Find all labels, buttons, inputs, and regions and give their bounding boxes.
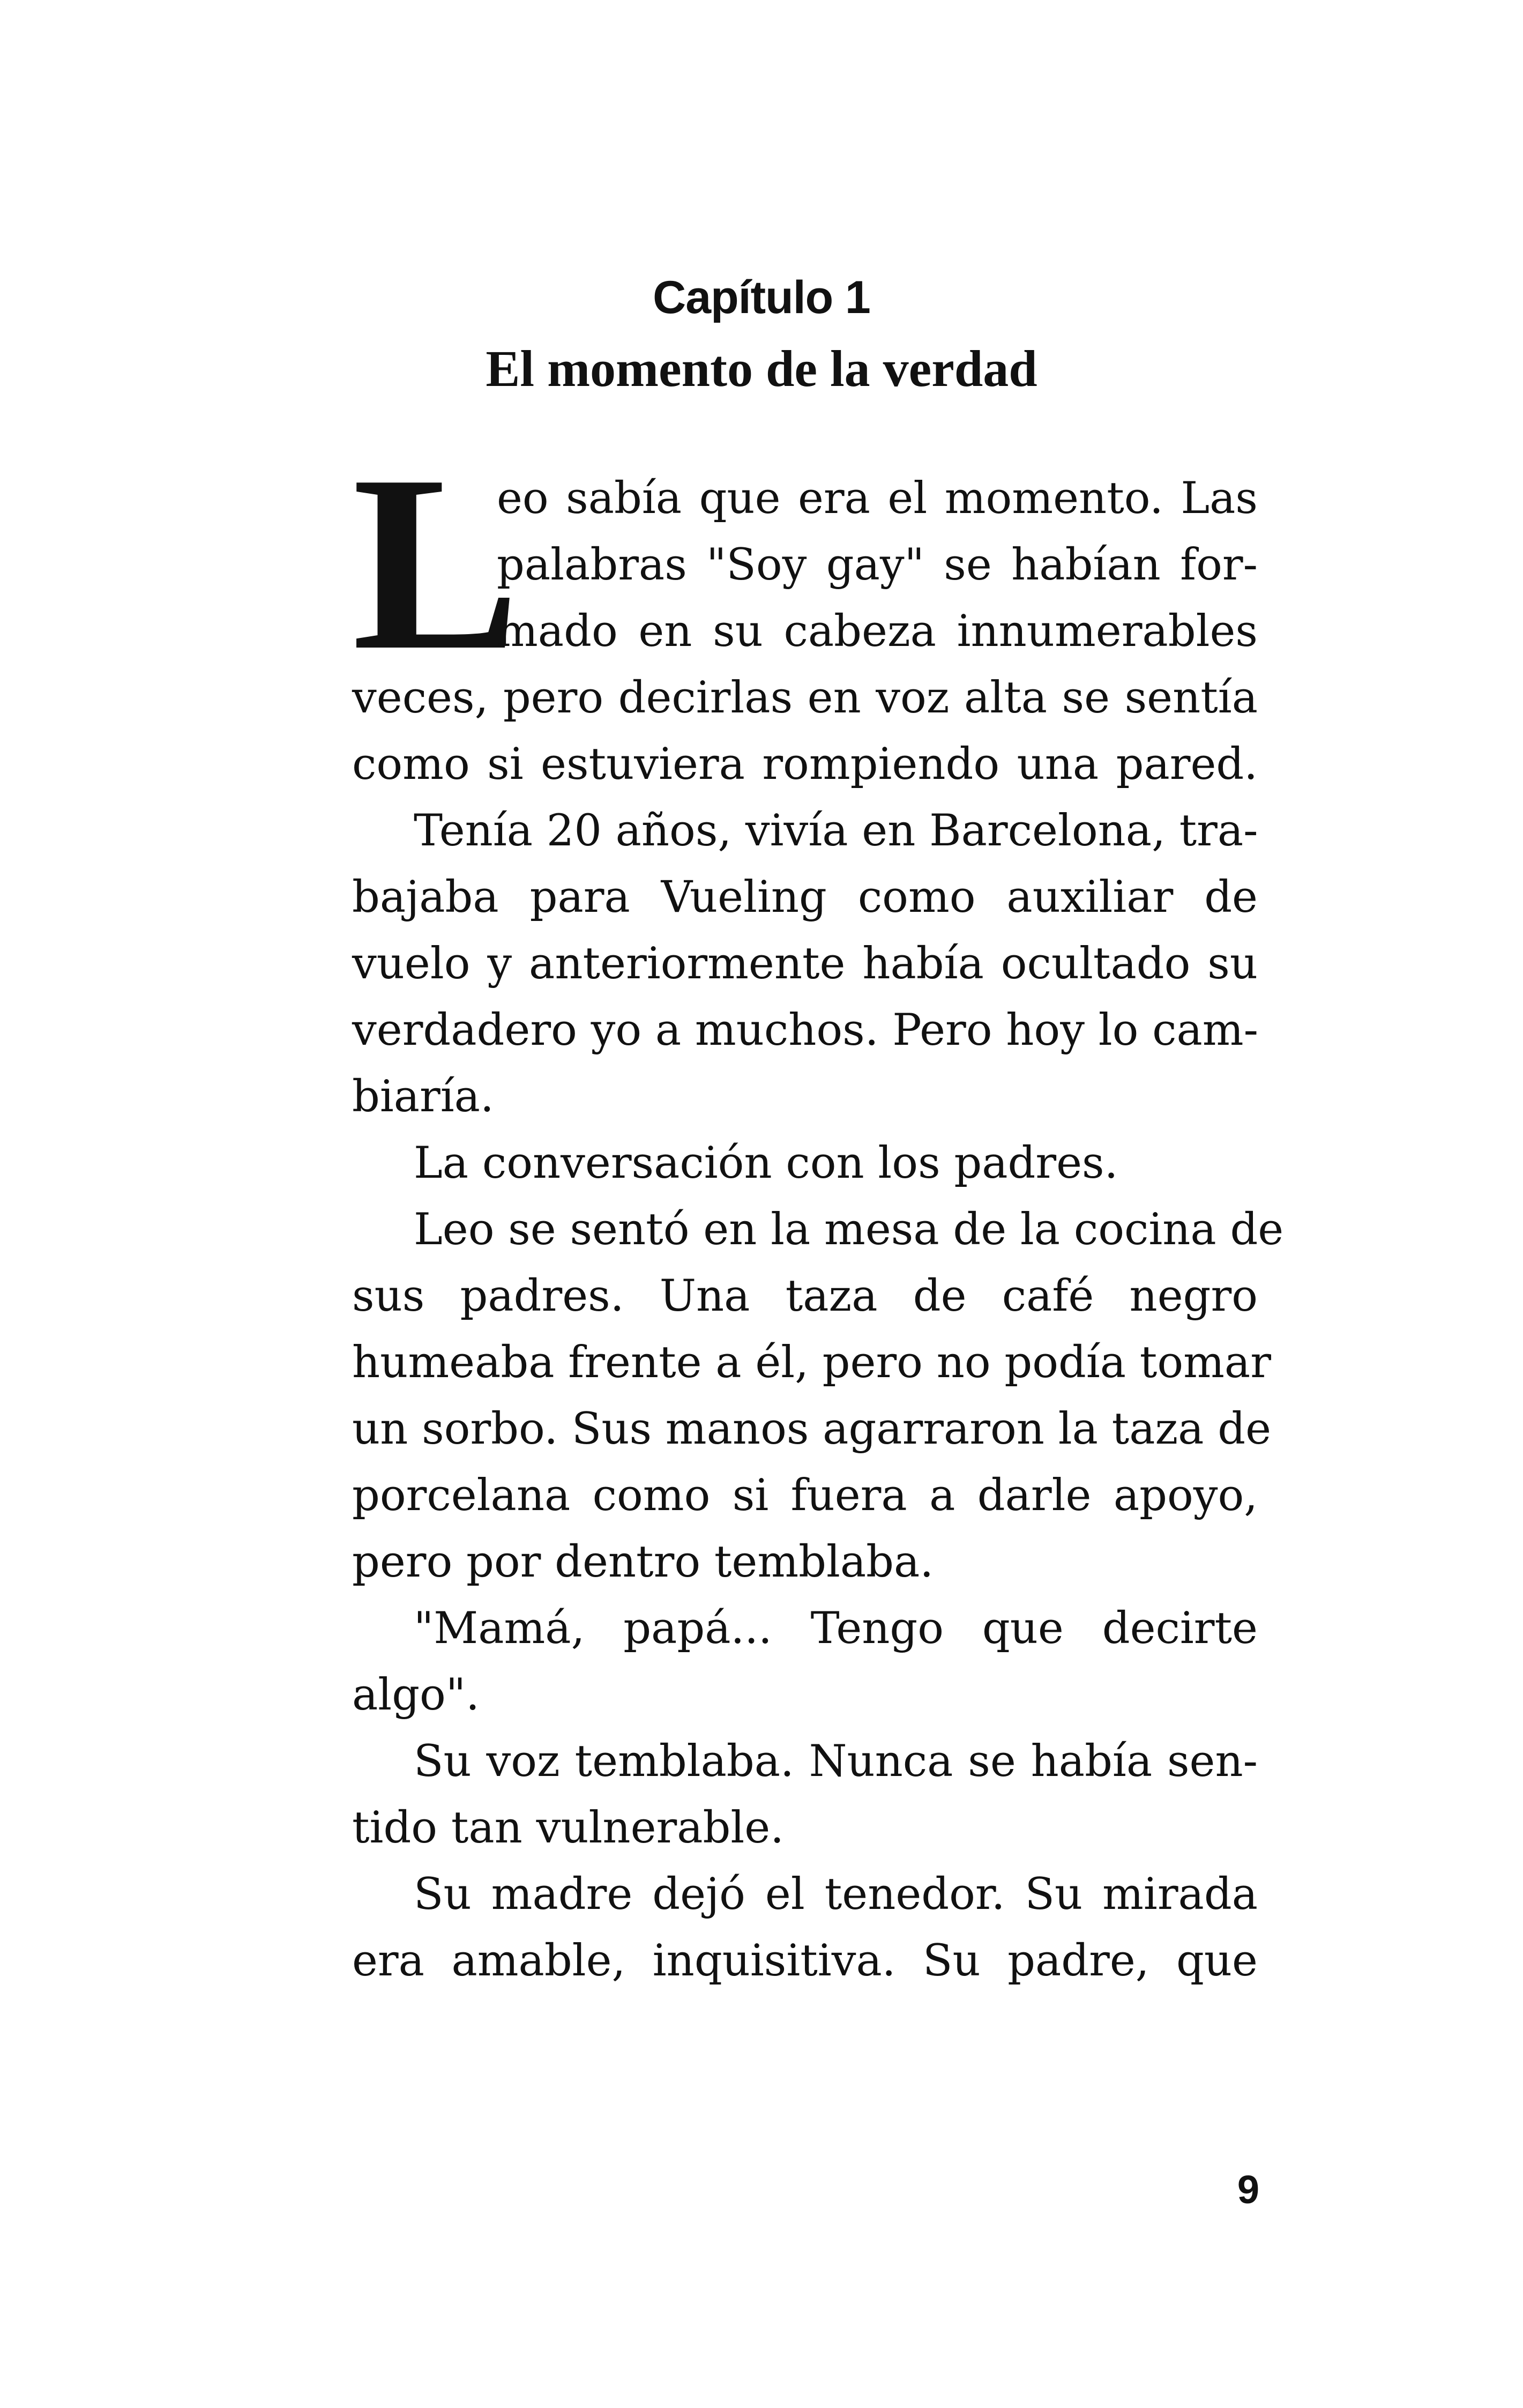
text-line: La conversación con los padres. (414, 1138, 1118, 1188)
chapter-body (352, 423, 1284, 1994)
chapter-title: El momento de la verdad (486, 340, 1037, 397)
text-line: Su voz temblaba. Nunca se había sen- (414, 1736, 1258, 1787)
text-line: tido tan vulnerable. (352, 1803, 784, 1853)
text-line: era amable, inquisitiva. Su padre, que (352, 1936, 1258, 1986)
text-line: biaría. (352, 1072, 494, 1122)
text-line: eo sabía que era el momento. Las (497, 473, 1258, 524)
text-line: verdadero yo a muchos. Pero hoy lo cam- (352, 1005, 1258, 1056)
text-line: humeaba frente a él, pero no podía tomar (352, 1337, 1271, 1388)
chapter-label: Capítulo 1 (653, 272, 870, 323)
text-line: Tenía 20 años, vivía en Barcelona, tra- (414, 806, 1258, 856)
text-line: vuelo y anteriormente había ocultado su (352, 939, 1258, 989)
text-line: veces, pero decirlas en voz alta se sentía (352, 673, 1258, 723)
drop-cap: L (352, 423, 520, 702)
text-line: bajaba para Vueling como auxiliar de (352, 872, 1258, 923)
text-line: Leo se sentó en la mesa de la cocina de (414, 1205, 1284, 1255)
text-line: palabras "Soy gay" se habían for- (497, 540, 1258, 590)
text-line: pero por dentro temblaba. (352, 1537, 934, 1587)
text-line: un sorbo. Sus manos agarraron la taza de (352, 1404, 1272, 1454)
page-number: 9 (1237, 2167, 1259, 2212)
text-line: "Mamá, papá... Tengo que decirte (414, 1603, 1258, 1654)
text-line: porcelana como si fuera a darle apoyo, (352, 1470, 1258, 1521)
text-line: sus padres. Una taza de café negro (352, 1271, 1258, 1321)
text-line: algo". (352, 1670, 480, 1720)
text-line: como si estuviera rompiendo una pared. (352, 739, 1258, 790)
text-line: Su madre dejó el tenedor. Su mirada (414, 1869, 1258, 1920)
text-line: mado en su cabeza innumerables (497, 606, 1258, 657)
